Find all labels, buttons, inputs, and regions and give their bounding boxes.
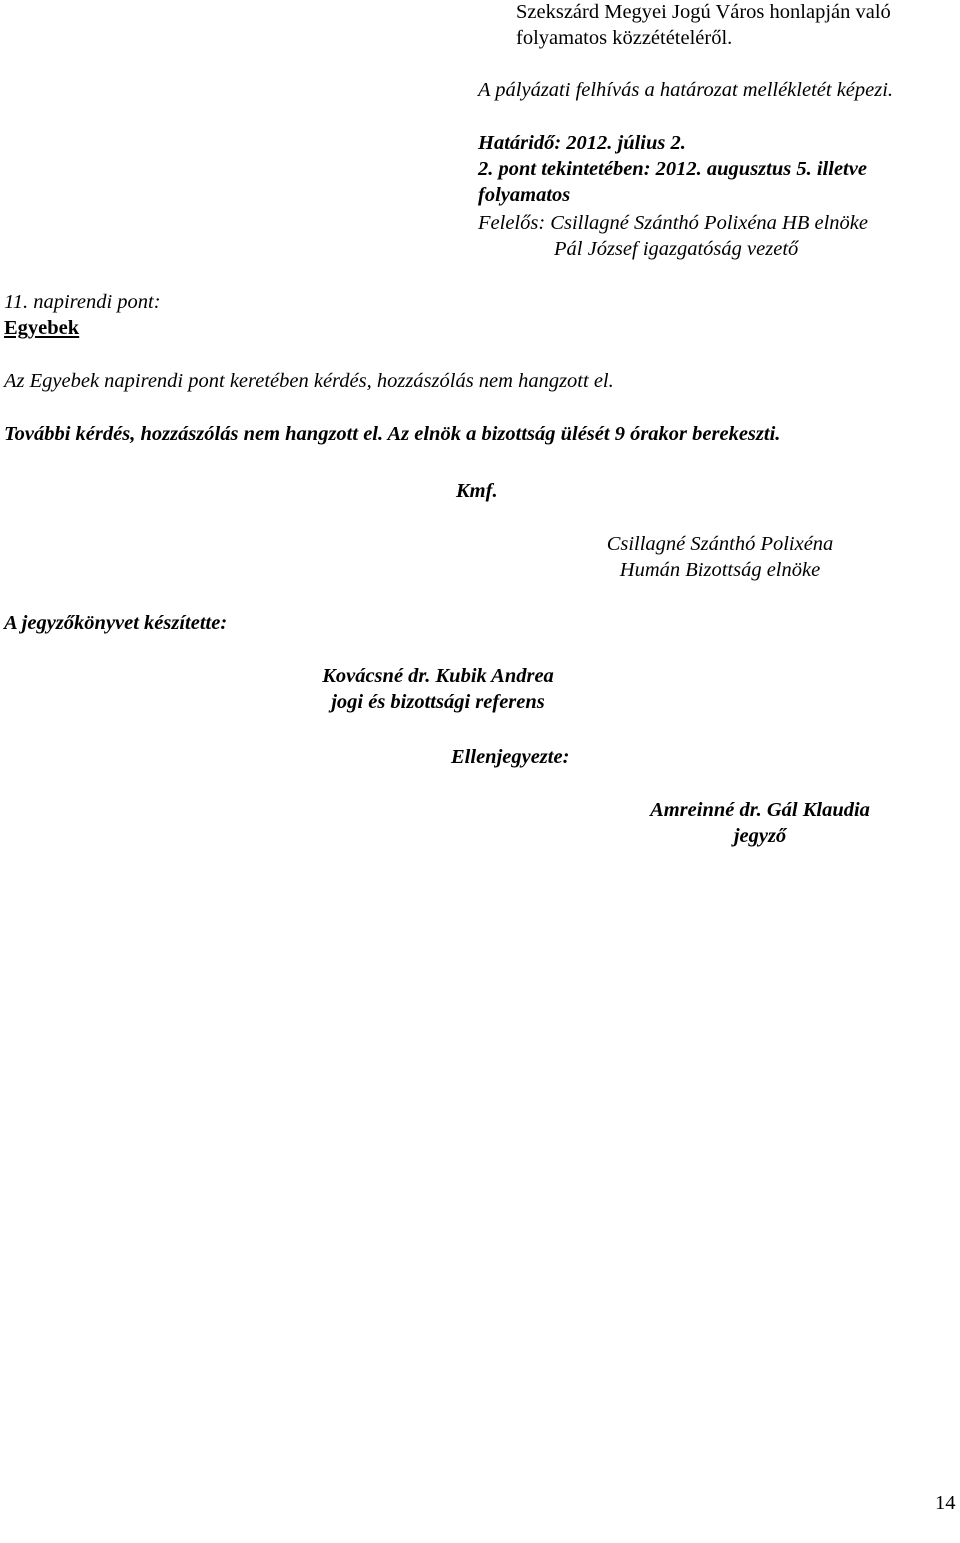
kmf-label: Kmf.: [456, 480, 498, 502]
annex-note: A pályázati felhívás a határozat mellékletét képezi.: [478, 79, 894, 101]
resolution-title-line-1: Szekszárd Megyei Jogú Város honlapján való: [516, 1, 891, 23]
chair-role: Humán Bizottság elnöke: [619, 559, 821, 581]
prepared-by-role: jogi és bizottsági referens: [331, 691, 545, 713]
responsible-person: Felelős: Csillagné Szánthó Polixéna HB elnöke: [478, 212, 868, 234]
deadline-line-3: folyamatos: [478, 184, 571, 206]
notary-name: Amreinné dr. Gál Klaudia: [650, 799, 870, 821]
chair-name: Csillagné Szánthó Polixéna: [606, 533, 834, 555]
prepared-by-label: A jegyzőkönyvet készítette:: [4, 612, 228, 634]
deadline-line-1: Határidő: 2012. július 2.: [478, 132, 686, 154]
countersigned-label: Ellenjegyezte:: [451, 746, 570, 768]
agenda-item-title: Egyebek: [4, 317, 80, 339]
agenda-item-body: Az Egyebek napirendi pont keretében kérdés, hozzászólás nem hangzott el.: [4, 370, 614, 392]
responsible-person-2: Pál József igazgatóság vezető: [554, 238, 799, 260]
deadline-line-2: 2. pont tekintetében: 2012. augusztus 5. illetve: [478, 158, 867, 180]
closing-statement: További kérdés, hozzászólás nem hangzott el. Az elnök a bizottság ülését 9 órakor berekeszti.: [4, 423, 781, 445]
agenda-item-number: 11. napirendi pont:: [4, 291, 161, 313]
page-number: 14: [935, 1492, 956, 1514]
notary-role: jegyző: [733, 825, 787, 847]
resolution-title-line-2: folyamatos közzétételéről.: [516, 27, 733, 49]
prepared-by-name: Kovácsné dr. Kubik Andrea: [322, 665, 554, 687]
